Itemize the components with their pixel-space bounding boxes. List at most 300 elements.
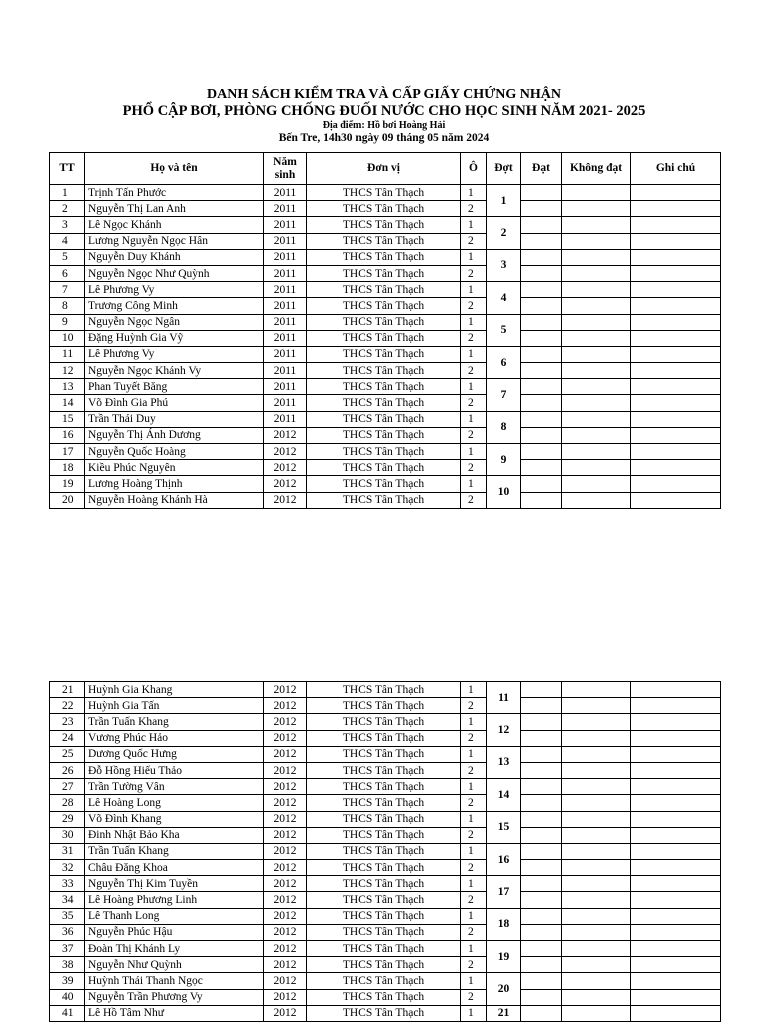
school-unit: THCS Tân Thạch <box>307 249 461 265</box>
table-row <box>50 217 721 233</box>
round-number: 13 <box>487 746 521 778</box>
school-unit: THCS Tân Thạch <box>307 924 461 940</box>
pass-cell[interactable] <box>521 973 562 989</box>
school-unit: THCS Tân Thạch <box>307 460 461 476</box>
note-cell[interactable] <box>631 811 721 827</box>
student-name: Đỗ Hồng Hiếu Thảo <box>85 762 264 778</box>
fail-cell[interactable] <box>562 941 631 957</box>
row-number: 31 <box>50 843 85 859</box>
birth-year: 2012 <box>264 908 307 924</box>
birth-year: 2011 <box>264 363 307 379</box>
birth-year: 2012 <box>264 876 307 892</box>
roster-table-part-1 <box>49 152 721 509</box>
student-name: Trịnh Tấn Phước <box>85 185 264 201</box>
school-unit: THCS Tân Thạch <box>307 282 461 298</box>
school-unit: THCS Tân Thạch <box>307 427 461 443</box>
round-number: 12 <box>487 714 521 746</box>
school-unit: THCS Tân Thạch <box>307 346 461 362</box>
birth-year: 2012 <box>264 957 307 973</box>
birth-year: 2011 <box>264 298 307 314</box>
table-row <box>50 233 721 249</box>
round-number: 21 <box>487 1005 521 1021</box>
table-row <box>50 860 721 876</box>
table-row <box>50 314 721 330</box>
note-cell[interactable] <box>631 973 721 989</box>
lane-number: 2 <box>461 730 487 746</box>
note-cell[interactable] <box>631 860 721 876</box>
note-cell[interactable] <box>631 730 721 746</box>
school-unit: THCS Tân Thạch <box>307 492 461 508</box>
student-name: Nguyễn Ngọc Như Quỳnh <box>85 265 264 281</box>
note-cell[interactable] <box>631 379 721 395</box>
pass-cell[interactable] <box>521 908 562 924</box>
col-header-tt: TT <box>50 153 85 185</box>
note-cell[interactable] <box>631 492 721 508</box>
table-row <box>50 827 721 843</box>
lane-number: 1 <box>461 779 487 795</box>
lane-number: 2 <box>461 860 487 876</box>
lane-number: 2 <box>461 395 487 411</box>
school-unit: THCS Tân Thạch <box>307 843 461 859</box>
school-unit: THCS Tân Thạch <box>307 314 461 330</box>
birth-year: 2012 <box>264 444 307 460</box>
table-row <box>50 201 721 217</box>
fail-cell[interactable] <box>562 217 631 233</box>
school-unit: THCS Tân Thạch <box>307 233 461 249</box>
lane-number: 2 <box>461 957 487 973</box>
note-cell[interactable] <box>631 201 721 217</box>
row-number: 1 <box>50 185 85 201</box>
note-cell[interactable] <box>631 298 721 314</box>
lane-number: 1 <box>461 714 487 730</box>
pass-cell[interactable] <box>521 843 562 859</box>
round-number: 6 <box>487 346 521 378</box>
fail-cell[interactable] <box>562 924 631 940</box>
note-cell[interactable] <box>631 411 721 427</box>
fail-cell[interactable] <box>562 827 631 843</box>
col-header-year: Năm sinh <box>264 153 307 185</box>
note-cell[interactable] <box>631 924 721 940</box>
table-row <box>50 411 721 427</box>
note-cell[interactable] <box>631 217 721 233</box>
table-row <box>50 1005 721 1021</box>
col-header-pass: Đạt <box>521 153 562 185</box>
fail-cell[interactable] <box>562 908 631 924</box>
pass-cell[interactable] <box>521 492 562 508</box>
table-row <box>50 460 721 476</box>
table-row <box>50 265 721 281</box>
row-number: 22 <box>50 698 85 714</box>
school-unit: THCS Tân Thạch <box>307 201 461 217</box>
pass-cell[interactable] <box>521 714 562 730</box>
note-cell[interactable] <box>631 714 721 730</box>
student-name: Võ Đình Khang <box>85 811 264 827</box>
student-name: Đinh Nhật Bảo Kha <box>85 827 264 843</box>
pass-cell[interactable] <box>521 217 562 233</box>
pass-cell[interactable] <box>521 779 562 795</box>
fail-cell[interactable] <box>562 957 631 973</box>
birth-year: 2012 <box>264 476 307 492</box>
note-cell[interactable] <box>631 779 721 795</box>
row-number: 11 <box>50 346 85 362</box>
date-place-line: Bến Tre, 14h30 ngày 09 tháng 05 năm 2024 <box>278 132 490 144</box>
round-number: 2 <box>487 217 521 249</box>
row-number: 9 <box>50 314 85 330</box>
table-row <box>50 330 721 346</box>
row-number: 4 <box>50 233 85 249</box>
pass-cell[interactable] <box>521 989 562 1005</box>
row-number: 14 <box>50 395 85 411</box>
birth-year: 2012 <box>264 843 307 859</box>
pass-cell[interactable] <box>521 1005 562 1021</box>
lane-number: 1 <box>461 1005 487 1021</box>
fail-cell[interactable] <box>562 795 631 811</box>
fail-cell[interactable] <box>562 811 631 827</box>
note-cell[interactable] <box>631 233 721 249</box>
row-number: 29 <box>50 811 85 827</box>
round-number: 4 <box>487 282 521 314</box>
note-cell[interactable] <box>631 265 721 281</box>
row-number: 33 <box>50 876 85 892</box>
school-unit: THCS Tân Thạch <box>307 730 461 746</box>
row-number: 3 <box>50 217 85 233</box>
note-cell[interactable] <box>631 282 721 298</box>
fail-cell[interactable] <box>562 249 631 265</box>
note-cell[interactable] <box>631 762 721 778</box>
fail-cell[interactable] <box>562 330 631 346</box>
note-cell[interactable] <box>631 460 721 476</box>
row-number: 40 <box>50 989 85 1005</box>
pass-cell[interactable] <box>521 860 562 876</box>
fail-cell[interactable] <box>562 233 631 249</box>
row-number: 24 <box>50 730 85 746</box>
fail-cell[interactable] <box>562 379 631 395</box>
col-header-unit: Đơn vị <box>307 153 461 185</box>
fail-cell[interactable] <box>562 730 631 746</box>
fail-cell[interactable] <box>562 762 631 778</box>
lane-number: 1 <box>461 843 487 859</box>
note-cell[interactable] <box>631 249 721 265</box>
pass-cell[interactable] <box>521 730 562 746</box>
school-unit: THCS Tân Thạch <box>307 973 461 989</box>
table-row <box>50 795 721 811</box>
lane-number: 1 <box>461 973 487 989</box>
birth-year: 2012 <box>264 714 307 730</box>
student-name: Lê Hoàng Phương Linh <box>85 892 264 908</box>
school-unit: THCS Tân Thạch <box>307 908 461 924</box>
fail-cell[interactable] <box>562 314 631 330</box>
school-unit: THCS Tân Thạch <box>307 185 461 201</box>
pass-cell[interactable] <box>521 698 562 714</box>
lane-number: 1 <box>461 941 487 957</box>
birth-year: 2012 <box>264 924 307 940</box>
lane-number: 2 <box>461 460 487 476</box>
round-number: 3 <box>487 249 521 281</box>
birth-year: 2011 <box>264 411 307 427</box>
birth-year: 2011 <box>264 201 307 217</box>
fail-cell[interactable] <box>562 282 631 298</box>
pass-cell[interactable] <box>521 249 562 265</box>
birth-year: 2012 <box>264 827 307 843</box>
birth-year: 2011 <box>264 330 307 346</box>
school-unit: THCS Tân Thạch <box>307 476 461 492</box>
note-cell[interactable] <box>631 682 721 698</box>
student-name: Huỳnh Gia Tấn <box>85 698 264 714</box>
round-number: 15 <box>487 811 521 843</box>
fail-cell[interactable] <box>562 492 631 508</box>
row-number: 38 <box>50 957 85 973</box>
table-row <box>50 363 721 379</box>
birth-year: 2011 <box>264 346 307 362</box>
school-unit: THCS Tân Thạch <box>307 411 461 427</box>
pass-cell[interactable] <box>521 682 562 698</box>
student-name: Kiều Phúc Nguyên <box>85 460 264 476</box>
note-cell[interactable] <box>631 795 721 811</box>
pass-cell[interactable] <box>521 363 562 379</box>
fail-cell[interactable] <box>562 265 631 281</box>
round-number: 18 <box>487 908 521 940</box>
pass-cell[interactable] <box>521 876 562 892</box>
note-cell[interactable] <box>631 941 721 957</box>
round-number: 8 <box>487 411 521 443</box>
student-name: Nguyễn Phúc Hậu <box>85 924 264 940</box>
pass-cell[interactable] <box>521 298 562 314</box>
lane-number: 2 <box>461 265 487 281</box>
row-number: 16 <box>50 427 85 443</box>
fail-cell[interactable] <box>562 201 631 217</box>
student-name: Trần Tường Vân <box>85 779 264 795</box>
document-title-line-1: DANH SÁCH KIỂM TRA VÀ CẤP GIẤY CHỨNG NHẬN <box>207 87 561 102</box>
student-name: Lương Hoàng Thịnh <box>85 476 264 492</box>
lane-number: 1 <box>461 379 487 395</box>
row-number: 20 <box>50 492 85 508</box>
note-cell[interactable] <box>631 827 721 843</box>
pass-cell[interactable] <box>521 827 562 843</box>
student-name: Trần Tuấn Khang <box>85 843 264 859</box>
pass-cell[interactable] <box>521 941 562 957</box>
fail-cell[interactable] <box>562 843 631 859</box>
birth-year: 2011 <box>264 379 307 395</box>
table-row <box>50 282 721 298</box>
student-name: Nguyễn Thị Kim Tuyền <box>85 876 264 892</box>
table-row <box>50 476 721 492</box>
pass-cell[interactable] <box>521 444 562 460</box>
pass-cell[interactable] <box>521 892 562 908</box>
student-name: Nguyễn Thị Ánh Dương <box>85 427 264 443</box>
note-cell[interactable] <box>631 746 721 762</box>
note-cell[interactable] <box>631 330 721 346</box>
table-row <box>50 682 721 698</box>
student-name: Vương Phúc Hảo <box>85 730 264 746</box>
school-unit: THCS Tân Thạch <box>307 698 461 714</box>
pass-cell[interactable] <box>521 282 562 298</box>
student-name: Lê Hoàng Long <box>85 795 264 811</box>
fail-cell[interactable] <box>562 395 631 411</box>
pass-cell[interactable] <box>521 201 562 217</box>
birth-year: 2011 <box>264 282 307 298</box>
fail-cell[interactable] <box>562 714 631 730</box>
note-cell[interactable] <box>631 989 721 1005</box>
student-name: Lê Thanh Long <box>85 908 264 924</box>
table-row <box>50 298 721 314</box>
fail-cell[interactable] <box>562 1005 631 1021</box>
pass-cell[interactable] <box>521 346 562 362</box>
lane-number: 2 <box>461 762 487 778</box>
fail-cell[interactable] <box>562 876 631 892</box>
pass-cell[interactable] <box>521 460 562 476</box>
table-row <box>50 444 721 460</box>
row-number: 2 <box>50 201 85 217</box>
note-cell[interactable] <box>631 843 721 859</box>
pass-cell[interactable] <box>521 811 562 827</box>
table-row <box>50 957 721 973</box>
note-cell[interactable] <box>631 892 721 908</box>
pass-cell[interactable] <box>521 795 562 811</box>
lane-number: 1 <box>461 314 487 330</box>
pass-cell[interactable] <box>521 746 562 762</box>
note-cell[interactable] <box>631 957 721 973</box>
birth-year: 2011 <box>264 249 307 265</box>
pass-cell[interactable] <box>521 330 562 346</box>
pass-cell[interactable] <box>521 762 562 778</box>
birth-year: 2012 <box>264 795 307 811</box>
row-number: 17 <box>50 444 85 460</box>
note-cell[interactable] <box>631 427 721 443</box>
note-cell[interactable] <box>631 908 721 924</box>
pass-cell[interactable] <box>521 411 562 427</box>
row-number: 13 <box>50 379 85 395</box>
birth-year: 2012 <box>264 1005 307 1021</box>
school-unit: THCS Tân Thạch <box>307 217 461 233</box>
fail-cell[interactable] <box>562 346 631 362</box>
pass-cell[interactable] <box>521 233 562 249</box>
lane-number: 2 <box>461 298 487 314</box>
fail-cell[interactable] <box>562 892 631 908</box>
document-header <box>0 86 768 145</box>
row-number: 30 <box>50 827 85 843</box>
round-number: 20 <box>487 973 521 1005</box>
lane-number: 2 <box>461 827 487 843</box>
note-cell[interactable] <box>631 346 721 362</box>
round-number: 9 <box>487 444 521 476</box>
birth-year: 2011 <box>264 395 307 411</box>
note-cell[interactable] <box>631 395 721 411</box>
birth-year: 2012 <box>264 492 307 508</box>
fail-cell[interactable] <box>562 779 631 795</box>
lane-number: 2 <box>461 233 487 249</box>
fail-cell[interactable] <box>562 298 631 314</box>
table-row <box>50 427 721 443</box>
birth-year: 2012 <box>264 941 307 957</box>
fail-cell[interactable] <box>562 476 631 492</box>
table-row <box>50 989 721 1005</box>
school-unit: THCS Tân Thạch <box>307 746 461 762</box>
note-cell[interactable] <box>631 476 721 492</box>
fail-cell[interactable] <box>562 860 631 876</box>
fail-cell[interactable] <box>562 411 631 427</box>
pass-cell[interactable] <box>521 395 562 411</box>
student-name: Trương Công Minh <box>85 298 264 314</box>
table-row <box>50 941 721 957</box>
table-row <box>50 492 721 508</box>
round-number: 7 <box>487 379 521 411</box>
school-unit: THCS Tân Thạch <box>307 330 461 346</box>
table-header-row <box>50 153 721 185</box>
row-number: 21 <box>50 682 85 698</box>
pass-cell[interactable] <box>521 265 562 281</box>
school-unit: THCS Tân Thạch <box>307 714 461 730</box>
round-number: 5 <box>487 314 521 346</box>
row-number: 41 <box>50 1005 85 1021</box>
note-cell[interactable] <box>631 363 721 379</box>
round-number: 17 <box>487 876 521 908</box>
table-row <box>50 973 721 989</box>
birth-year: 2012 <box>264 746 307 762</box>
row-number: 23 <box>50 714 85 730</box>
table-row <box>50 876 721 892</box>
fail-cell[interactable] <box>562 746 631 762</box>
student-name: Đặng Huỳnh Gia Vỹ <box>85 330 264 346</box>
lane-number: 2 <box>461 795 487 811</box>
student-name: Châu Đăng Khoa <box>85 860 264 876</box>
lane-number: 2 <box>461 698 487 714</box>
fail-cell[interactable] <box>562 460 631 476</box>
note-cell[interactable] <box>631 698 721 714</box>
pass-cell[interactable] <box>521 314 562 330</box>
row-number: 8 <box>50 298 85 314</box>
pass-cell[interactable] <box>521 379 562 395</box>
school-unit: THCS Tân Thạch <box>307 379 461 395</box>
note-cell[interactable] <box>631 314 721 330</box>
table-row <box>50 379 721 395</box>
fail-cell[interactable] <box>562 363 631 379</box>
pass-cell[interactable] <box>521 427 562 443</box>
note-cell[interactable] <box>631 444 721 460</box>
row-number: 35 <box>50 908 85 924</box>
table-row <box>50 746 721 762</box>
fail-cell[interactable] <box>562 989 631 1005</box>
table-row <box>50 908 721 924</box>
pass-cell[interactable] <box>521 185 562 201</box>
student-name: Huỳnh Gia Khang <box>85 682 264 698</box>
row-number: 37 <box>50 941 85 957</box>
fail-cell[interactable] <box>562 973 631 989</box>
pass-cell[interactable] <box>521 957 562 973</box>
table-row <box>50 395 721 411</box>
note-cell[interactable] <box>631 876 721 892</box>
lane-number: 2 <box>461 330 487 346</box>
note-cell[interactable] <box>631 1005 721 1021</box>
fail-cell[interactable] <box>562 185 631 201</box>
school-unit: THCS Tân Thạch <box>307 1005 461 1021</box>
fail-cell[interactable] <box>562 682 631 698</box>
fail-cell[interactable] <box>562 444 631 460</box>
pass-cell[interactable] <box>521 476 562 492</box>
note-cell[interactable] <box>631 185 721 201</box>
student-name: Huỳnh Thái Thanh Ngọc <box>85 973 264 989</box>
fail-cell[interactable] <box>562 427 631 443</box>
school-unit: THCS Tân Thạch <box>307 941 461 957</box>
birth-year: 2012 <box>264 460 307 476</box>
birth-year: 2012 <box>264 762 307 778</box>
birth-year: 2011 <box>264 265 307 281</box>
pass-cell[interactable] <box>521 924 562 940</box>
col-header-round: Đợt <box>487 153 521 185</box>
lane-number: 1 <box>461 217 487 233</box>
fail-cell[interactable] <box>562 698 631 714</box>
lane-number: 1 <box>461 411 487 427</box>
lane-number: 1 <box>461 746 487 762</box>
